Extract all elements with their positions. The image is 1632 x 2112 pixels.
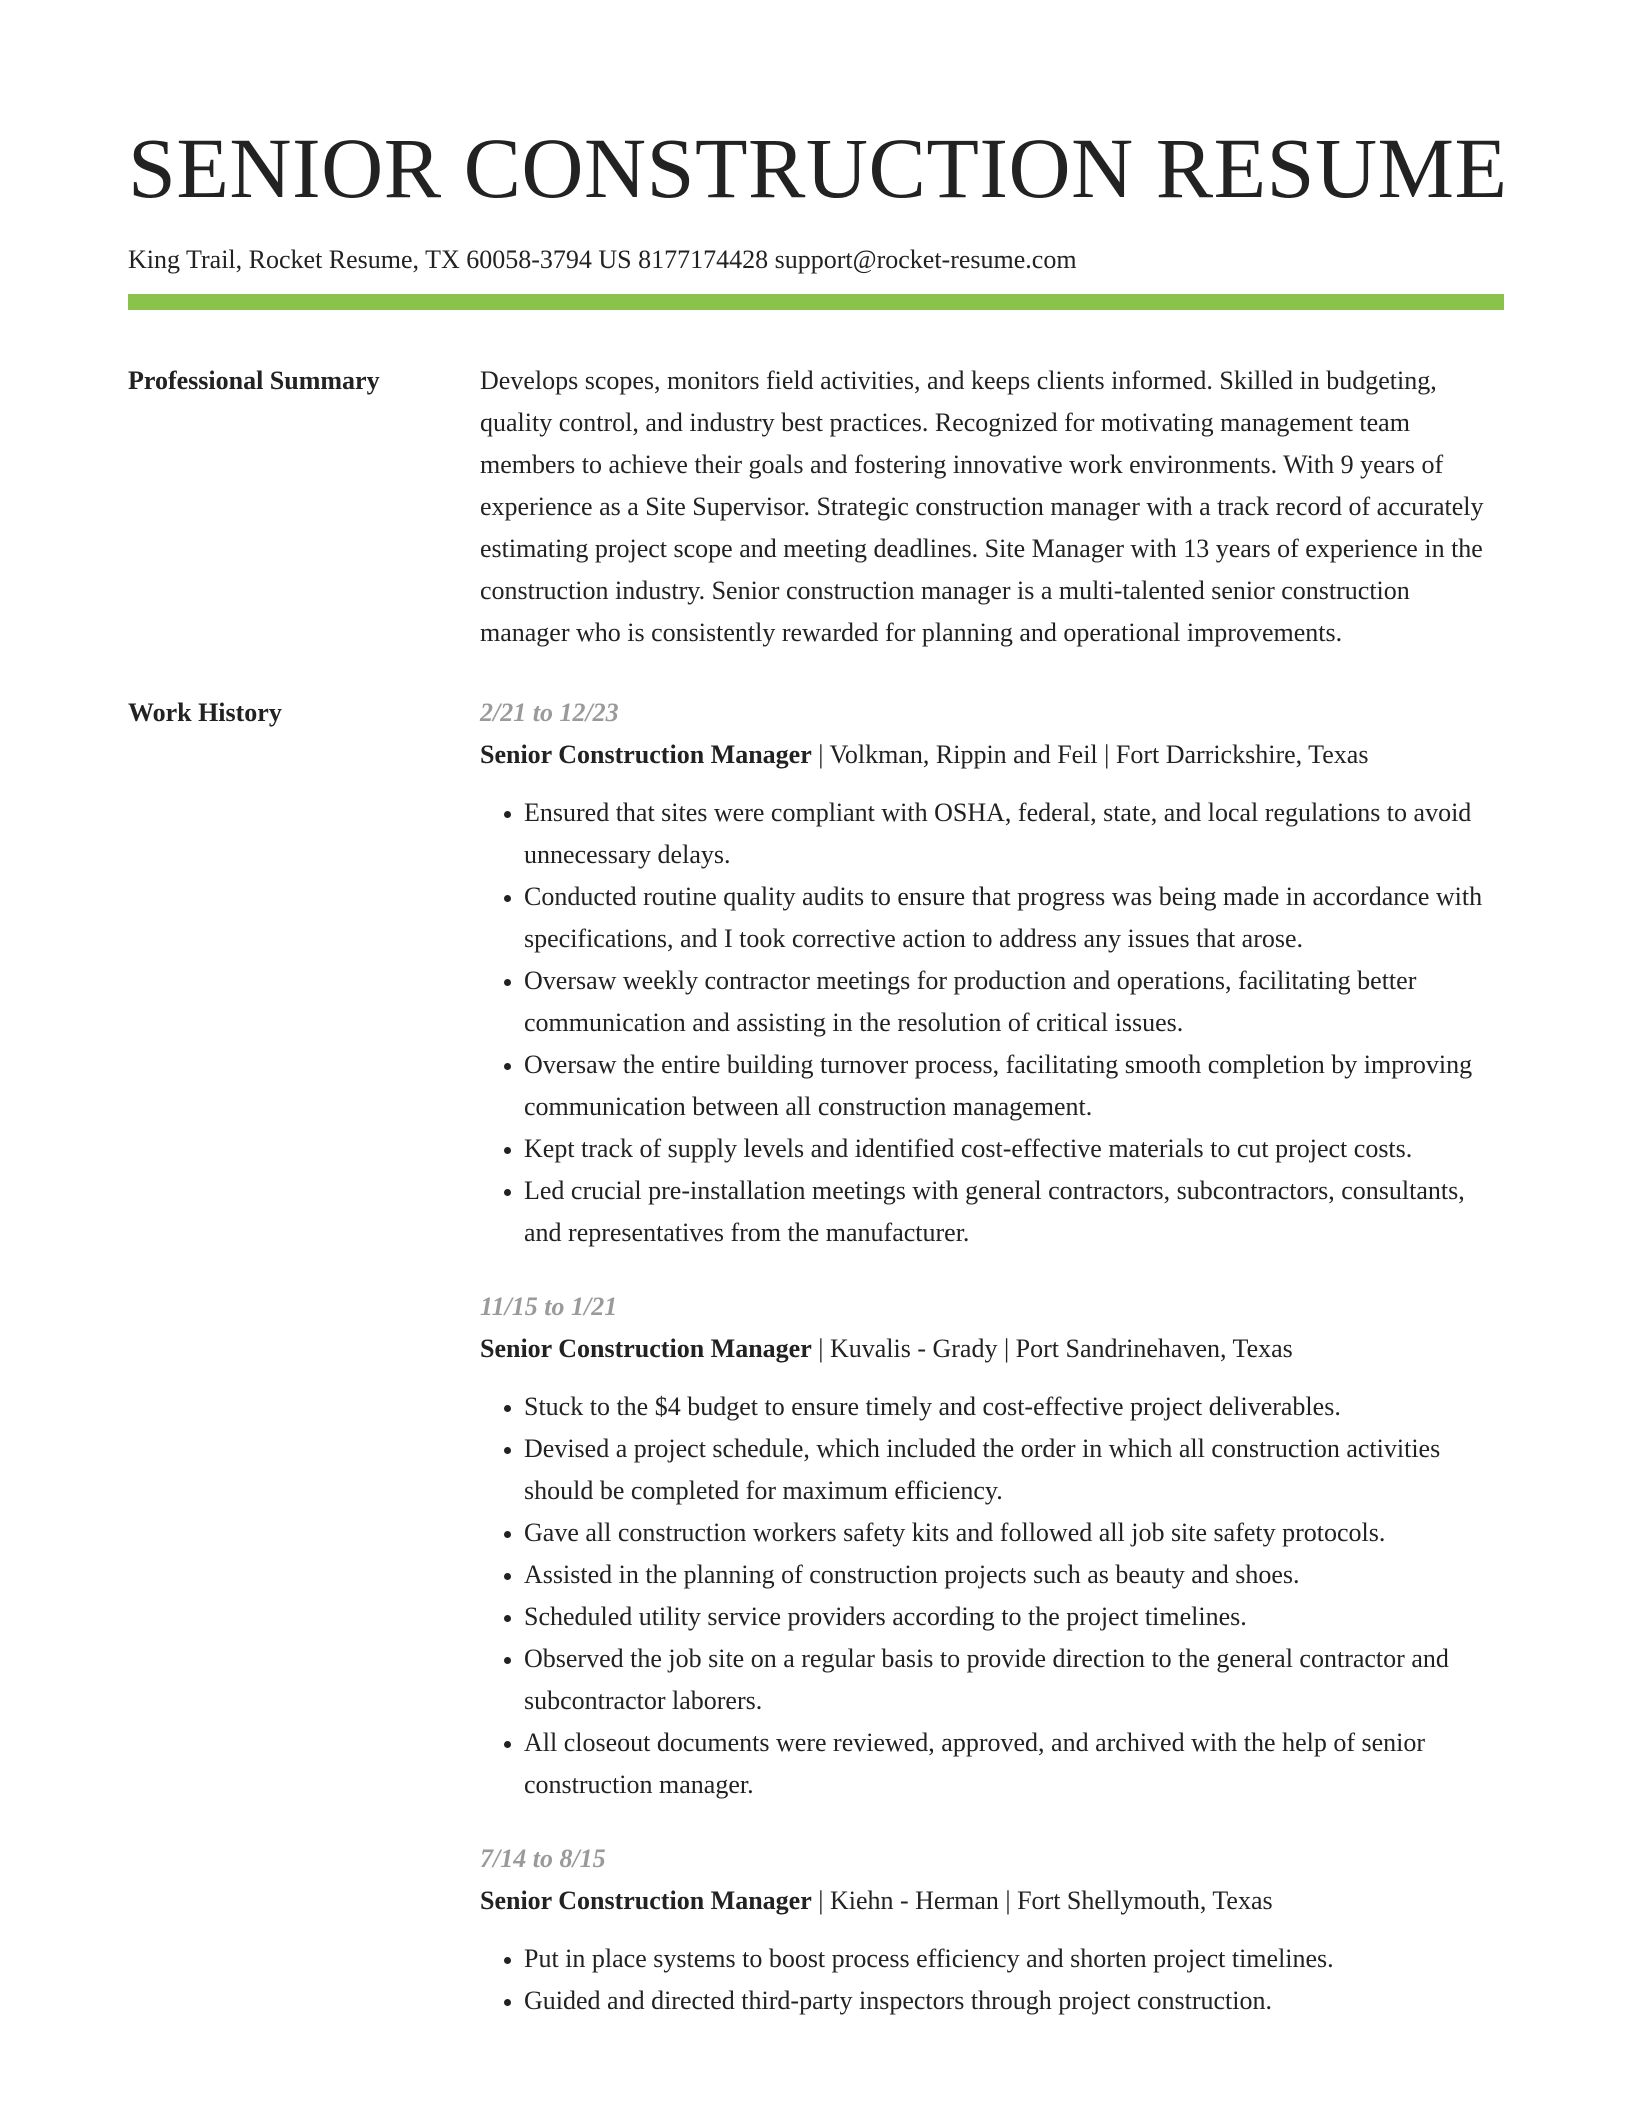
job-dates: 7/14 to 8/15 (480, 1844, 606, 1873)
work-history-heading: Work History (128, 698, 282, 727)
job-bullet: • Ensured that sites were compliant with OSHA, federal, state, and local regulations to avoid unnecessary delays. (524, 792, 1504, 876)
contact-email: support@rocket-resume.com (774, 245, 1077, 274)
contact-address: King Trail, Rocket Resume, TX 60058-3794 US (128, 245, 639, 274)
job-heading (480, 1880, 1504, 1922)
job-bullet: • Scheduled utility service providers according to the project timelines. (524, 1596, 1504, 1638)
job-bullet: • Oversaw the entire building turnover process, facilitating smooth completion by improving communication between all construction management. (524, 1044, 1504, 1128)
work-history-section (128, 692, 1504, 2054)
job-bullet: • Guided and directed third-party inspectors through project construction. (524, 1980, 1504, 2022)
job-title: Senior Construction Manager (480, 1886, 812, 1915)
job-heading (480, 734, 1504, 776)
job-bullet: • Led crucial pre-installation meetings with general contractors, subcontractors, consultants, and representatives from the manufacturer. (524, 1170, 1504, 1254)
job-title: Senior Construction Manager (480, 740, 812, 769)
job-bullet: • All closeout documents were reviewed, approved, and archived with the help of senior construction manager. (524, 1722, 1504, 1806)
job-bullet: • Devised a project schedule, which included the order in which all construction activities should be completed for maximum efficiency. (524, 1428, 1504, 1512)
job-bullet: • Stuck to the $4 budget to ensure timely and cost-effective project deliverables. (524, 1386, 1504, 1428)
resume-title: SENIOR CONSTRUCTION RESUME (128, 120, 1508, 216)
job-entry (480, 1838, 1504, 2022)
job-bullets (480, 1386, 1504, 1806)
summary-heading: Professional Summary (128, 366, 380, 395)
job-bullet: • Put in place systems to boost process efficiency and shorten project timelines. (524, 1938, 1504, 1980)
job-entry (480, 1286, 1504, 1806)
job-title: Senior Construction Manager (480, 1334, 812, 1363)
job-list-container (480, 692, 1504, 2054)
contact-line (128, 244, 1504, 276)
job-bullet: • Assisted in the planning of construction projects such as beauty and shoes. (524, 1554, 1504, 1596)
job-bullets (480, 792, 1504, 1254)
accent-divider (128, 294, 1504, 310)
job-employer-location: | Kiehn - Herman | Fort Shellymouth, Texas (811, 1886, 1273, 1915)
contact-phone: 8177174428 (638, 245, 775, 274)
job-employer-location: | Kuvalis - Grady | Port Sandrinehaven, Texas (811, 1334, 1293, 1363)
resume-page (128, 118, 1508, 2054)
summary-text: Develops scopes, monitors field activities, and keeps clients informed. Skilled in budgeting, quality control, and industry best practices. Recognized for motivating management team members to achieve their goals and fostering innovative work environments. With 9 years of experience as a Site Supervisor. Strategic construction manager with a track record of accurately estimating project scope and meeting deadlines. Site Manager with 13 years of experience in the construction industry. Senior construction manager is a multi-talented senior construction manager who is consistently rewarded for planning and operational improvements. (480, 366, 1484, 647)
job-entry (480, 692, 1504, 1254)
job-bullet: • Kept track of supply levels and identified cost-effective materials to cut project costs. (524, 1128, 1504, 1170)
job-bullet: • Gave all construction workers safety kits and followed all job site safety protocols. (524, 1512, 1504, 1554)
job-bullet: • Observed the job site on a regular basis to provide direction to the general contractor and subcontractor laborers. (524, 1638, 1504, 1722)
job-bullet: • Conducted routine quality audits to ensure that progress was being made in accordance with specifications, and I took corrective action to address any issues that arose. (524, 876, 1504, 960)
job-dates: 2/21 to 12/23 (480, 698, 619, 727)
job-bullets (480, 1938, 1504, 2022)
job-bullet: • Oversaw weekly contractor meetings for production and operations, facilitating better communication and assisting in the resolution of critical issues. (524, 960, 1504, 1044)
job-heading (480, 1328, 1504, 1370)
job-employer-location: | Volkman, Rippin and Feil | Fort Darrickshire, Texas (811, 740, 1369, 769)
professional-summary-section (128, 360, 1504, 654)
job-dates: 11/15 to 1/21 (480, 1292, 618, 1321)
